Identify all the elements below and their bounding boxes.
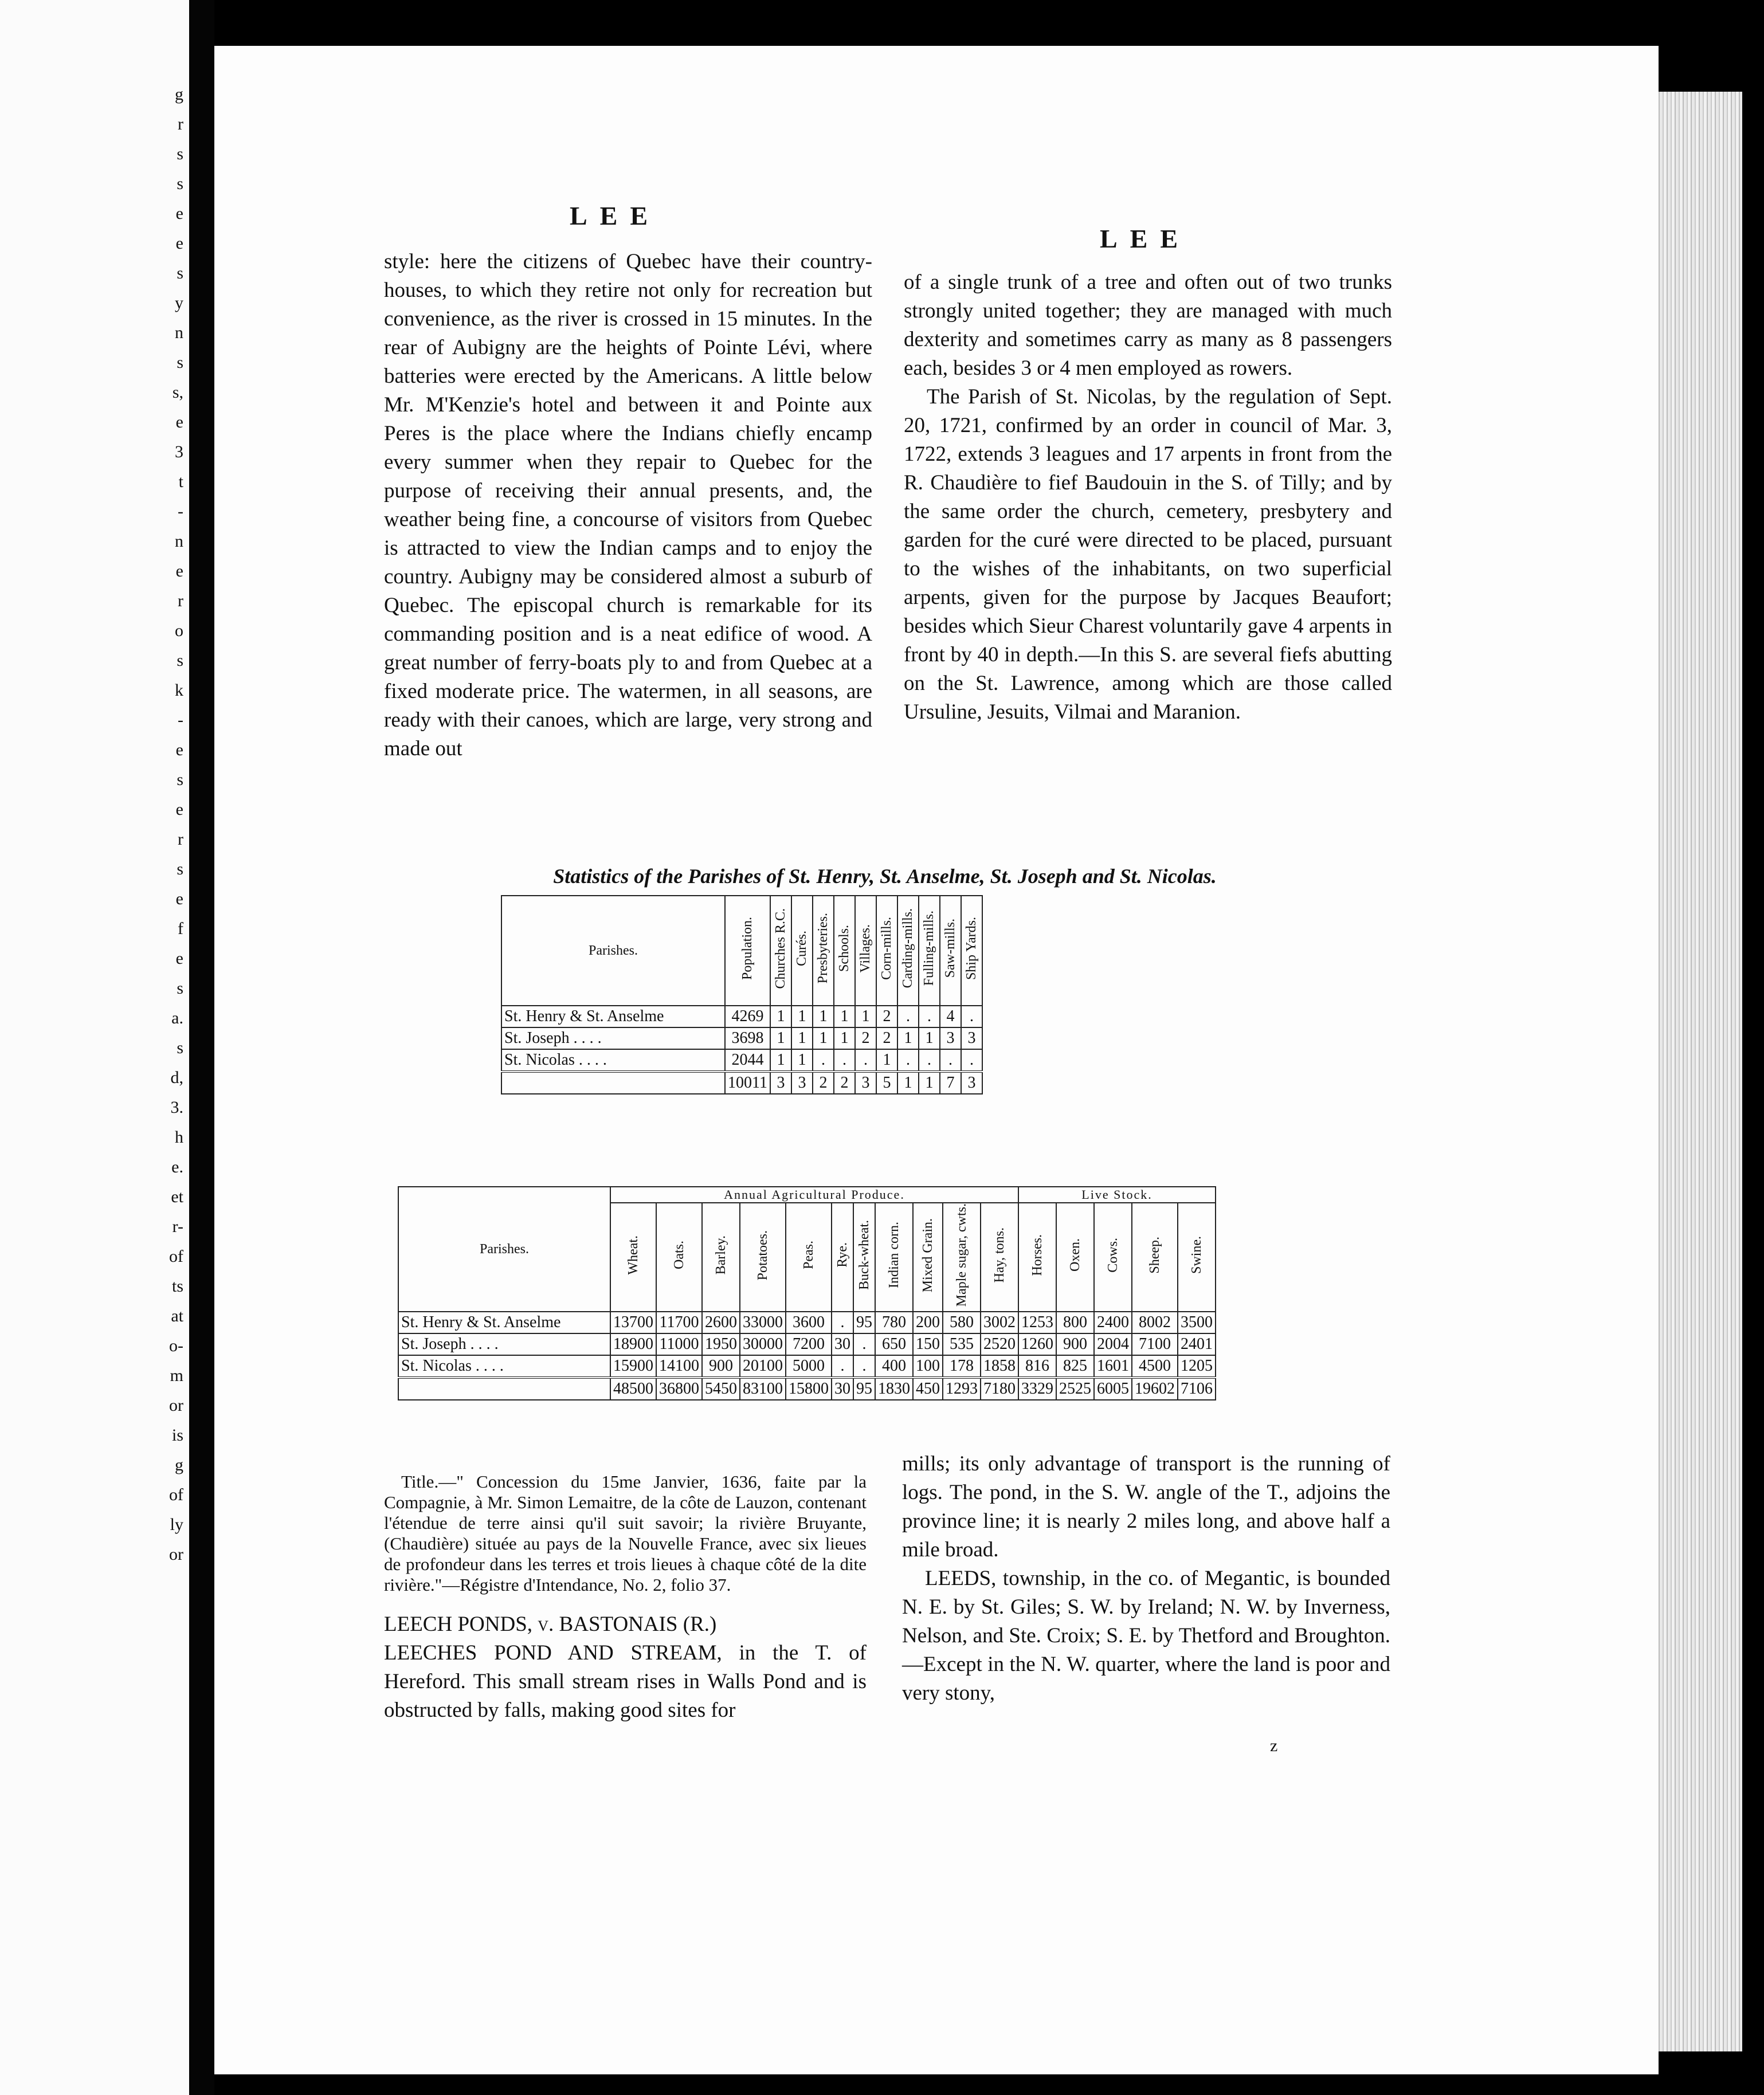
total-cell: 5: [876, 1072, 897, 1094]
column-header: Potatoes.: [740, 1203, 786, 1312]
table-cell: .: [832, 1312, 853, 1333]
column-header: Saw-mills.: [940, 896, 961, 1006]
left-page-letter: t: [178, 472, 183, 491]
column-header: Oxen.: [1056, 1203, 1094, 1312]
table-header-parishes: Parishes.: [501, 896, 725, 1006]
table-cell: 2520: [981, 1333, 1018, 1355]
paragraph-parish-st-nicolas: The Parish of St. Nicolas, by the regulation of Sept. 20, 1721, confirmed by an order in council of Mar. 3, 1722, extends 3 leagues and 17 arpents in front from the R. Chaudière to fief Baudouin in the S. of Tilly; and by the same order the church, cemetery, presbytery and garden for the curé were directed to be placed, pursuant to the wishes of the inhabitants, on two superficial arpents, given for the purpose by Jacques Beaufort; besides which Sieur Charest voluntarily gave 4 arpents in front by 40 in depth.—In this S. are several fiefs abutting on the St. Lawrence, among which are those called Ursuline, Jesuits, Vilmai and Maranion.: [904, 385, 1392, 724]
left-page-letter: or: [169, 1396, 183, 1415]
left-page-letter: e: [175, 949, 183, 968]
table-cell: 1: [791, 1006, 813, 1027]
right-column: [904, 268, 1392, 864]
total-cell: 6005: [1094, 1378, 1132, 1400]
table-cell: 2: [876, 1006, 897, 1027]
entry-leech-ponds-text: LEECH PONDS, v. BASTONAIS (R.): [384, 1613, 717, 1636]
column-header: Peas.: [786, 1203, 832, 1312]
table-cell: 20100: [740, 1355, 786, 1378]
column-header: Churches R.C.: [770, 896, 791, 1006]
table-cell: 1260: [1018, 1333, 1056, 1355]
table-cell: 1: [770, 1006, 791, 1027]
table-cell: 4269: [725, 1006, 770, 1027]
total-row: [501, 1072, 982, 1094]
table-cell: 816: [1018, 1355, 1056, 1378]
left-page-letter: s: [177, 651, 183, 670]
column-header: Sheep.: [1132, 1203, 1178, 1312]
column-header: Schools.: [834, 896, 855, 1006]
total-cell: 7: [940, 1072, 961, 1094]
column-header: Rye.: [832, 1203, 853, 1312]
total-cell: 3: [770, 1072, 791, 1094]
table-cell: 900: [1056, 1333, 1094, 1355]
column-header: Corn-mills.: [876, 896, 897, 1006]
column-header: Mixed Grain.: [913, 1203, 943, 1312]
paragraph: mills; its only advantage of transport is the running of logs. The pond, in the S. W. angle of the T., adjoins the province line; it is nearly 2 miles long, and above half a mile broad.: [902, 1452, 1390, 1562]
left-page-letter: at: [171, 1307, 183, 1325]
table-cell: 2400: [1094, 1312, 1132, 1333]
table-cell: 3002: [981, 1312, 1018, 1333]
table-cell: 11000: [656, 1333, 702, 1355]
left-page-fragment: [0, 0, 189, 2095]
table-cell: .: [853, 1333, 875, 1355]
table-cell: 1: [813, 1006, 834, 1027]
agricultural-table: [398, 1186, 1216, 1400]
table-row: [501, 1027, 982, 1049]
table-cell: 1: [876, 1049, 897, 1072]
table-cell: .: [832, 1355, 853, 1378]
table-cell: 580: [943, 1312, 981, 1333]
left-page-letter: e: [175, 562, 183, 580]
column-header: Villages.: [855, 896, 876, 1006]
statistics-table-parishes: [501, 895, 983, 1094]
left-page-letter: s: [177, 979, 183, 998]
column-header: Swine.: [1178, 1203, 1216, 1312]
table-row: [398, 1333, 1216, 1355]
column-header: Horses.: [1018, 1203, 1056, 1312]
left-page-letter: e: [175, 889, 183, 908]
left-page-letter: 3: [175, 442, 183, 461]
table-cell: 2600: [702, 1312, 740, 1333]
table-cell: 2401: [1178, 1333, 1216, 1355]
table-cell: 780: [875, 1312, 913, 1333]
left-page-letter: a.: [171, 1009, 183, 1027]
left-page-letter: s: [177, 770, 183, 789]
table-cell: 1601: [1094, 1355, 1132, 1378]
table-cell: .: [961, 1006, 982, 1027]
table-cell: 7100: [1132, 1333, 1178, 1355]
table-cell: 5000: [786, 1355, 832, 1378]
column-header: Fulling-mills.: [919, 896, 940, 1006]
table-cell: 14100: [656, 1355, 702, 1378]
table-cell: .: [940, 1049, 961, 1072]
table-cell: 1: [791, 1027, 813, 1049]
table-cell: .: [919, 1049, 940, 1072]
left-page-letter: n: [175, 532, 183, 551]
table-cell: 150: [913, 1333, 943, 1355]
table-cell: 200: [913, 1312, 943, 1333]
table-cell: 178: [943, 1355, 981, 1378]
left-page-letter: of: [169, 1485, 183, 1504]
table-cell: .: [813, 1049, 834, 1072]
total-cell: 450: [913, 1378, 943, 1400]
total-cell: 7180: [981, 1378, 1018, 1400]
total-cell: 83100: [740, 1378, 786, 1400]
total-cell: 3: [961, 1072, 982, 1094]
table-cell: 2004: [1094, 1333, 1132, 1355]
scan-border: [1742, 0, 1764, 2095]
total-cell: 15800: [786, 1378, 832, 1400]
left-page-letter: 3.: [170, 1098, 183, 1117]
table-row: [398, 1312, 1216, 1333]
total-label-blank: [398, 1378, 610, 1400]
total-cell: 30: [832, 1378, 853, 1400]
left-page-letter: d,: [170, 1068, 183, 1087]
table-cell: 650: [875, 1333, 913, 1355]
table-cell: 1: [897, 1027, 919, 1049]
left-page-letter: e.: [171, 1158, 183, 1176]
table-cell: 1950: [702, 1333, 740, 1355]
table-cell: 11700: [656, 1312, 702, 1333]
table-row: [501, 1006, 982, 1027]
table-cell: 3698: [725, 1027, 770, 1049]
table-row: [398, 1355, 1216, 1378]
table-cell: 1: [770, 1049, 791, 1072]
table-cell: 1: [770, 1027, 791, 1049]
total-cell: 1: [897, 1072, 919, 1094]
left-page-letter: y: [175, 293, 183, 312]
total-cell: 5450: [702, 1378, 740, 1400]
column-header: Population.: [725, 896, 770, 1006]
table-cell: 3500: [1178, 1312, 1216, 1333]
total-cell: 95: [853, 1378, 875, 1400]
column-header: Oats.: [656, 1203, 702, 1312]
left-page-letter: s: [177, 174, 183, 193]
table-cell: 1: [834, 1006, 855, 1027]
left-page-letter: h: [175, 1128, 183, 1147]
table-cell: .: [961, 1049, 982, 1072]
right-bottom-column: [902, 1450, 1390, 1708]
left-page-letter: s: [177, 144, 183, 163]
parish-name: St. Joseph . . . .: [501, 1027, 725, 1049]
group-header-agricultural: Annual Agricultural Produce.: [610, 1187, 1018, 1203]
left-page-letter: ts: [171, 1277, 183, 1296]
table-cell: 3: [961, 1027, 982, 1049]
entry-leech-ponds: [384, 1610, 867, 1725]
total-cell: 10011: [725, 1072, 770, 1094]
left-column: [384, 248, 872, 855]
left-page-letter: e: [175, 204, 183, 223]
table-cell: 7200: [786, 1333, 832, 1355]
left-page-letter: s: [177, 353, 183, 372]
left-page-letter: -: [178, 711, 183, 729]
total-cell: 1: [919, 1072, 940, 1094]
left-page-letter: g: [175, 1455, 183, 1474]
total-cell: 36800: [656, 1378, 702, 1400]
column-header: Carding-mills.: [897, 896, 919, 1006]
total-label-blank: [501, 1072, 725, 1094]
table-cell: 2: [855, 1027, 876, 1049]
column-header: Buck-wheat.: [853, 1203, 875, 1312]
entry-leeches-pond: LEECHES POND AND STREAM, in the T. of Hereford. This small stream rises in Walls Pond and is obstructed by falls, making good sites for: [384, 1641, 867, 1722]
column-header: Indian corn.: [875, 1203, 913, 1312]
table-cell: 800: [1056, 1312, 1094, 1333]
signature-mark: z: [1270, 1736, 1278, 1755]
statistics-caption: Statistics of the Parishes of St. Henry, St. Anselme, St. Joseph and St. Nicolas.: [553, 865, 1217, 888]
left-page-letter: s: [177, 264, 183, 283]
total-cell: 1830: [875, 1378, 913, 1400]
column-header: Wheat.: [610, 1203, 656, 1312]
table-cell: 30: [832, 1333, 853, 1355]
table-cell: 1: [834, 1027, 855, 1049]
title-footnote: Title.—" Concession du 15me Janvier, 1636, faite par la Compagnie, à Mr. Simon Lemaitre, de la côte de Lauzon, contenant l'étendue de terre ainsi qu'il suit savoir; la rivière Bruyante, (Chaudière) située au pays de la Nouvelle France, avec six lieues de profondeur dans les terres et trois lieues à chaque côté de la dite rivière."—Régistre d'Intendance, No. 2, folio 37.: [384, 1472, 867, 1595]
running-header-left: LEE: [570, 201, 661, 230]
table-cell: .: [834, 1049, 855, 1072]
left-page-letter: s: [177, 860, 183, 878]
left-page-letter: or: [169, 1545, 183, 1564]
left-page-letter: s: [177, 1038, 183, 1057]
table-cell: .: [855, 1049, 876, 1072]
table-cell: 1: [791, 1049, 813, 1072]
table-cell: 3600: [786, 1312, 832, 1333]
table-cell: 1: [919, 1027, 940, 1049]
table-cell: 100: [913, 1355, 943, 1378]
table-cell: 1: [855, 1006, 876, 1027]
column-header: Ship Yards.: [961, 896, 982, 1006]
table-cell: 535: [943, 1333, 981, 1355]
table-cell: .: [897, 1006, 919, 1027]
left-page-letter: s,: [172, 383, 183, 402]
table-cell: .: [897, 1049, 919, 1072]
table-cell: 400: [875, 1355, 913, 1378]
column-header: Maple sugar, cwts.: [943, 1203, 981, 1312]
total-cell: 3: [855, 1072, 876, 1094]
table-cell: 13700: [610, 1312, 656, 1333]
left-page-letter: r: [178, 591, 183, 610]
left-page-letter: e: [175, 413, 183, 431]
table-cell: 900: [702, 1355, 740, 1378]
parish-name: St. Henry & St. Anselme: [501, 1006, 725, 1027]
total-cell: 3329: [1018, 1378, 1056, 1400]
total-cell: 2: [813, 1072, 834, 1094]
total-cell: 7106: [1178, 1378, 1216, 1400]
left-page-letter: f: [178, 919, 183, 938]
table-cell: 1205: [1178, 1355, 1216, 1378]
column-header: Presbyteries.: [813, 896, 834, 1006]
left-page-letter: is: [171, 1426, 183, 1445]
table-cell: .: [919, 1006, 940, 1027]
left-page-letter: of: [169, 1247, 183, 1266]
total-cell: 2: [834, 1072, 855, 1094]
paragraph: of a single trunk of a tree and often out of two trunks strongly united together; they are managed with much dexterity and sometimes carry as many as 8 passengers each, besides 3 or 4 men employed as rowers.: [904, 270, 1392, 380]
column-header: Hay, tons.: [981, 1203, 1018, 1312]
paragraph: style: here the citizens of Quebec have their country-houses, to which they retire not only for recreation but convenience, as the river is crossed in 15 minutes. In the rear of Aubigny are the heights of Pointe Lévi, where batteries were erected by the Americans. A little below Mr. M'Kenzie's hotel and between it and Pointe aux Peres is the place where the Indians chiefly encamp every summer when they repair to Quebec for the purpose of receiving their annual presents, and, the weather being fine, a concourse of visitors from Quebec is attracted to view the Indian camps and to enjoy the country. Aubigny may be considered almost a suburb of Quebec. The episcopal church is remarkable for its commanding position and is a neat edifice of wood. A great number of ferry-boats ply to and from Quebec at a fixed moderate price. The watermen, in all seasons, are ready with their canoes, which are large, very strong and made out: [384, 250, 872, 760]
left-page-letter: e: [175, 800, 183, 819]
total-cell: 3: [791, 1072, 813, 1094]
table-cell: 8002: [1132, 1312, 1178, 1333]
table-cell: 1858: [981, 1355, 1018, 1378]
parish-name: St. Joseph . . . .: [398, 1333, 610, 1355]
table-cell: 2044: [725, 1049, 770, 1072]
left-page-letter: et: [171, 1187, 183, 1206]
table-cell: 825: [1056, 1355, 1094, 1378]
table-cell: .: [853, 1355, 875, 1378]
parish-name: St. Nicolas . . . .: [398, 1355, 610, 1378]
table-cell: 4: [940, 1006, 961, 1027]
table-cell: 4500: [1132, 1355, 1178, 1378]
left-page-letter: o-: [169, 1336, 183, 1355]
column-header: Curés.: [791, 896, 813, 1006]
table-cell: 18900: [610, 1333, 656, 1355]
table-header-parishes: Parishes.: [398, 1187, 610, 1312]
group-header-live-stock: Live Stock.: [1018, 1187, 1216, 1203]
table-cell: 33000: [740, 1312, 786, 1333]
total-cell: 1293: [943, 1378, 981, 1400]
left-page-letter: g: [175, 85, 183, 104]
table-cell: 30000: [740, 1333, 786, 1355]
table-cell: 15900: [610, 1355, 656, 1378]
table-cell: 3: [940, 1027, 961, 1049]
entry-leeds: LEEDS, township, in the co. of Megantic, is bounded N. E. by St. Giles; S. W. by Ireland; N. W. by Inverness, Nelson, and Ste. Croix; S. E. by Thetford and Broughton.—Except in the N. W. quarter, where the land is poor and very stony,: [902, 1567, 1390, 1705]
left-page-letter: ly: [170, 1515, 183, 1534]
running-header-right: LEE: [1100, 224, 1191, 253]
total-cell: 19602: [1132, 1378, 1178, 1400]
table-cell: 2: [876, 1027, 897, 1049]
left-page-letter: e: [175, 740, 183, 759]
column-header: Barley.: [702, 1203, 740, 1312]
left-page-letter: -: [178, 502, 183, 521]
table-row: [501, 1049, 982, 1072]
table-cell: 95: [853, 1312, 875, 1333]
parish-name: St. Henry & St. Anselme: [398, 1312, 610, 1333]
total-cell: 48500: [610, 1378, 656, 1400]
left-page-letter: e: [175, 234, 183, 253]
total-row: [398, 1378, 1216, 1400]
total-cell: 2525: [1056, 1378, 1094, 1400]
book-gutter: [189, 0, 214, 2095]
left-page-letter: r-: [172, 1217, 183, 1236]
book-page: [214, 46, 1659, 2074]
left-page-letter: o: [175, 621, 183, 640]
table-cell: 1253: [1018, 1312, 1056, 1333]
left-page-letter: r: [178, 830, 183, 849]
left-page-letter: k: [175, 681, 183, 700]
table-cell: 1: [813, 1027, 834, 1049]
left-page-letter: r: [178, 115, 183, 134]
parish-name: St. Nicolas . . . .: [501, 1049, 725, 1072]
left-page-letter: m: [170, 1366, 183, 1385]
left-page-letter: n: [175, 323, 183, 342]
column-header: Cows.: [1094, 1203, 1132, 1312]
